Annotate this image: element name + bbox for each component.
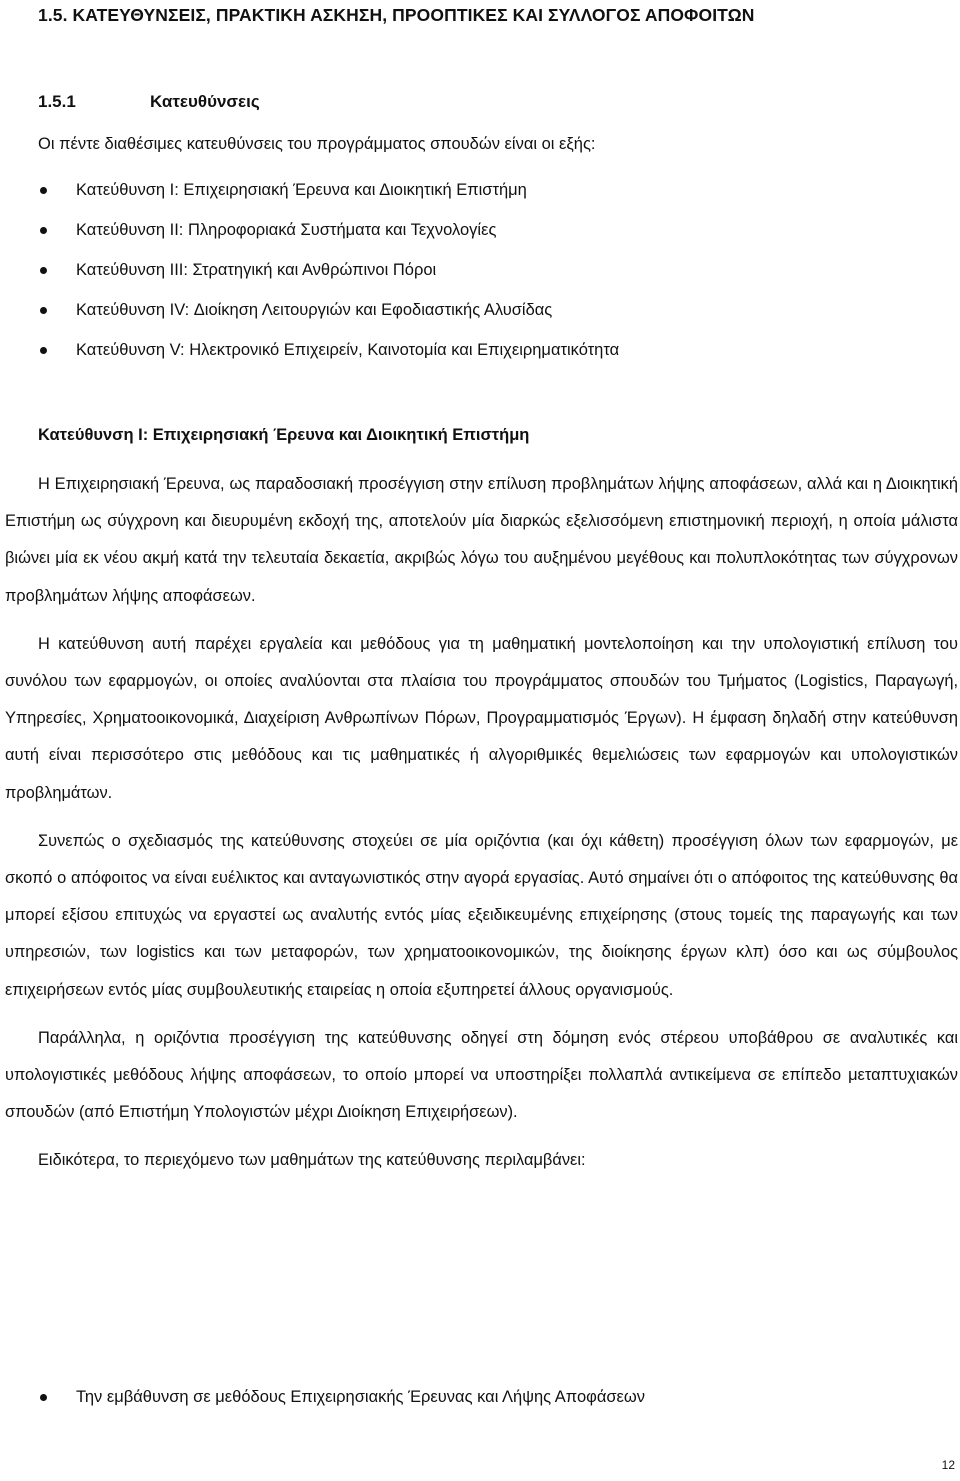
- bullet-icon: [40, 307, 47, 314]
- paragraph: Η κατεύθυνση αυτή παρέχει εργαλεία και μεθόδους για τη μαθηματική μοντελοποίηση και την υπολογιστική επίλυση του συνόλου των εφαρμογών, οι οποίες αναλύονται στα πλαίσια του προγράμματος σπουδών του Τμήματος (Logistics, Παραγωγή, Υπηρεσίες, Χρηματοοικονομικά, Διαχείριση Ανθρωπίνων Πόρων, Προγραμματισμός Έργων). Η έμφαση δηλαδή στην κατεύθυνση αυτή είναι περισσότερο στις μεθόδους και τις μαθηματικές ή αλγοριθμικές θεμελιώσεις των εφαρμογών και υπολογιστικών προβλημάτων.: [5, 634, 958, 802]
- bullet-icon: [40, 347, 47, 354]
- list-item: Κατεύθυνση ΙV: Διοίκηση Λειτουργιών και Εφοδιαστικής Αλυσίδας: [38, 296, 938, 336]
- list-item: Κατεύθυνση ΙΙΙ: Στρατηγική και Ανθρώπινοι Πόροι: [38, 256, 938, 296]
- list-item: Κατεύθυνση Ι: Επιχειρησιακή Έρευνα και Διοικητική Επιστήμη: [38, 176, 938, 216]
- list-item: Την εμβάθυνση σε μεθόδους Επιχειρησιακής Έρευνας και Λήψης Αποφάσεων: [38, 1383, 938, 1411]
- paragraph: Συνεπώς ο σχεδιασμός της κατεύθυνσης στοχεύει σε μία οριζόντια (και όχι κάθετη) προσέγγιση όλων των εφαρμογών, με σκοπό ο απόφοιτος να είναι ευέλικτος και ανταγωνιστικός στην αγορά εργασίας. Αυτό σημαίνει ότι ο απόφοιτος της κατεύθυνσης θα μπορεί εξίσου επιτυχώς να εργαστεί ως αναλυτής εντός μίας εξειδικευμένης επιχείρησης (στους τομείς της παραγωγής και των υπηρεσιών, των logistics και των μεταφορών, των χρηματοοικονομικών, της διοίκησης έργων κλπ) όσο και ως σύμβουλος επιχειρήσεων εντός μίας συμβουλευτικής εταιρείας η οποία εξυπηρετεί άλλους οργανισμούς.: [5, 831, 958, 999]
- paragraph: Παράλληλα, η οριζόντια προσέγγιση της κατεύθυνσης οδηγεί στη δόμηση ενός στέρεου υποβάθρου σε αναλυτικές και υπολογιστικές μεθόδους λήψης αποφάσεων, το οποίο μπορεί να υποστηρίξει πολλαπλά αντικείμενα σε επίπεδο μεταπτυχιακών σπουδών (από Επιστήμη Υπολογιστών μέχρι Διοίκηση Επιχειρήσεων).: [5, 1028, 958, 1122]
- content-list: [38, 1383, 938, 1411]
- section-heading: [38, 92, 260, 112]
- section-heading-title: Κατευθύνσεις: [150, 92, 260, 111]
- section-number: 1.5.1: [38, 92, 76, 111]
- bullet-icon: [40, 267, 47, 274]
- paragraph: Ειδικότερα, το περιεχόμενο των μαθημάτων της κατεύθυνσης περιλαμβάνει:: [38, 1151, 586, 1170]
- chapter-heading: 1.5. ΚΑΤΕΥΘΥΝΣΕΙΣ, ΠΡΑΚΤΙΚΗ ΑΣΚΗΣΗ, ΠΡΟΟΠΤΙΚΕΣ ΚΑΙ ΣΥΛΛΟΓΟΣ ΑΠΟΦΟΙΤΩΝ: [38, 5, 755, 25]
- list-item: Κατεύθυνση ΙΙ: Πληροφοριακά Συστήματα και Τεχνολογίες: [38, 216, 938, 256]
- directions-list: [38, 176, 938, 376]
- intro-text: Οι πέντε διαθέσιμες κατευθύνσεις του προγράμματος σπουδών είναι οι εξής:: [38, 135, 596, 153]
- paragraph: Η Επιχειρησιακή Έρευνα, ως παραδοσιακή προσέγγιση στην επίλυση προβλημάτων λήψης αποφάσεων, αλλά και η Διοικητική Επιστήμη ως σύγχρονη και διευρυμένη εκδοχή της, αποτελούν μία διαρκώς εξελισσόμενη επιστημονική περιοχή, η οποία μάλιστα βιώνει μία εκ νέου ακμή κατά την τελευταία δεκαετία, ακριβώς λόγω του αυξημένου μεγέθους και πολυπλοκότητας των σύγχρονων προβλημάτων λήψης αποφάσεων.: [5, 475, 958, 605]
- page-number: 12: [941, 1458, 955, 1472]
- bullet-icon: [40, 227, 47, 234]
- bullet-icon: [40, 1394, 47, 1401]
- direction-title: Κατεύθυνση Ι: Επιχειρησιακή Έρευνα και Διοικητική Επιστήμη: [38, 426, 530, 444]
- bullet-icon: [40, 187, 47, 194]
- list-item: Κατεύθυνση V: Ηλεκτρονικό Επιχειρείν, Καινοτομία και Επιχειρηματικότητα: [38, 336, 938, 376]
- body-text: [5, 466, 958, 1191]
